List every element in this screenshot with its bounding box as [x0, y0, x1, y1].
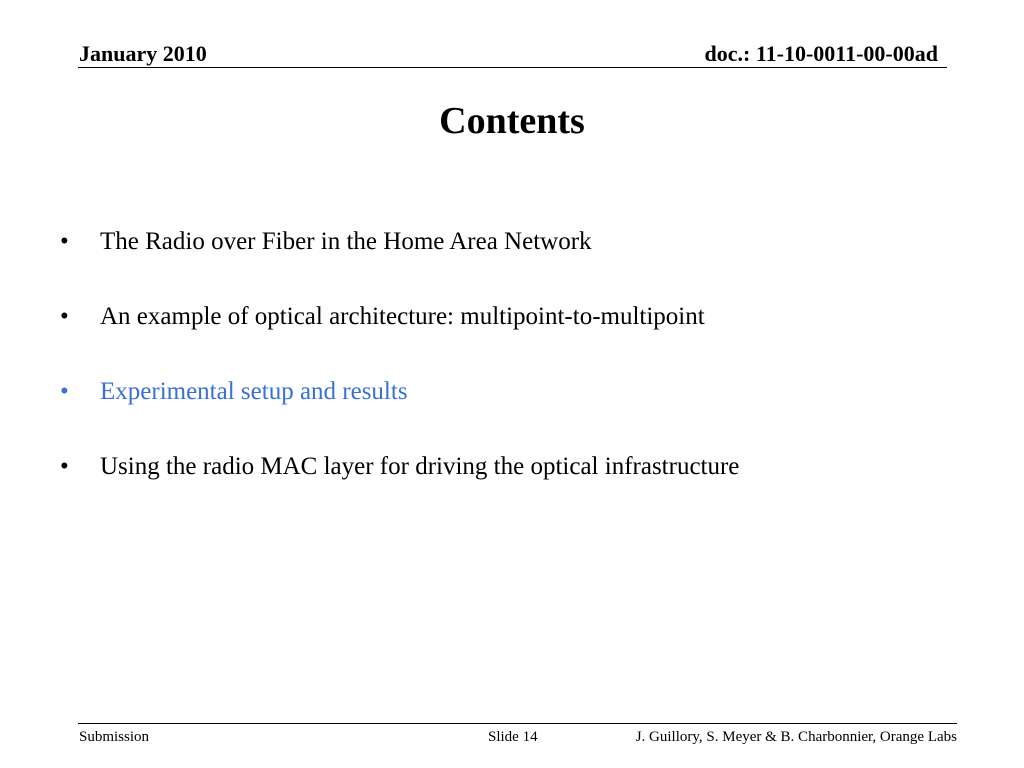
bullet-text: Using the radio MAC layer for driving the optical infrastructure — [100, 453, 740, 480]
bullet-icon: • — [60, 303, 69, 330]
header-divider — [78, 67, 947, 68]
footer-divider — [78, 723, 957, 724]
slide-title: Contents — [439, 100, 585, 142]
header-date: January 2010 — [79, 41, 207, 66]
footer-slide-number: Slide 14 — [488, 729, 538, 745]
bullet-icon: • — [60, 228, 69, 255]
bullet-icon: • — [60, 378, 69, 405]
footer-submission: Submission — [79, 729, 150, 745]
bullet-icon: • — [60, 453, 69, 480]
bullet-text: Experimental setup and results — [100, 378, 408, 405]
bullet-text: An example of optical architecture: multipoint-to-multipoint — [100, 303, 705, 330]
header-doc-id: doc.: 11-10-0011-00-00ad — [704, 41, 938, 66]
footer-authors: J. Guillory, S. Meyer & B. Charbonnier, Orange Labs — [635, 729, 957, 745]
bullet-text: The Radio over Fiber in the Home Area Network — [100, 228, 592, 255]
